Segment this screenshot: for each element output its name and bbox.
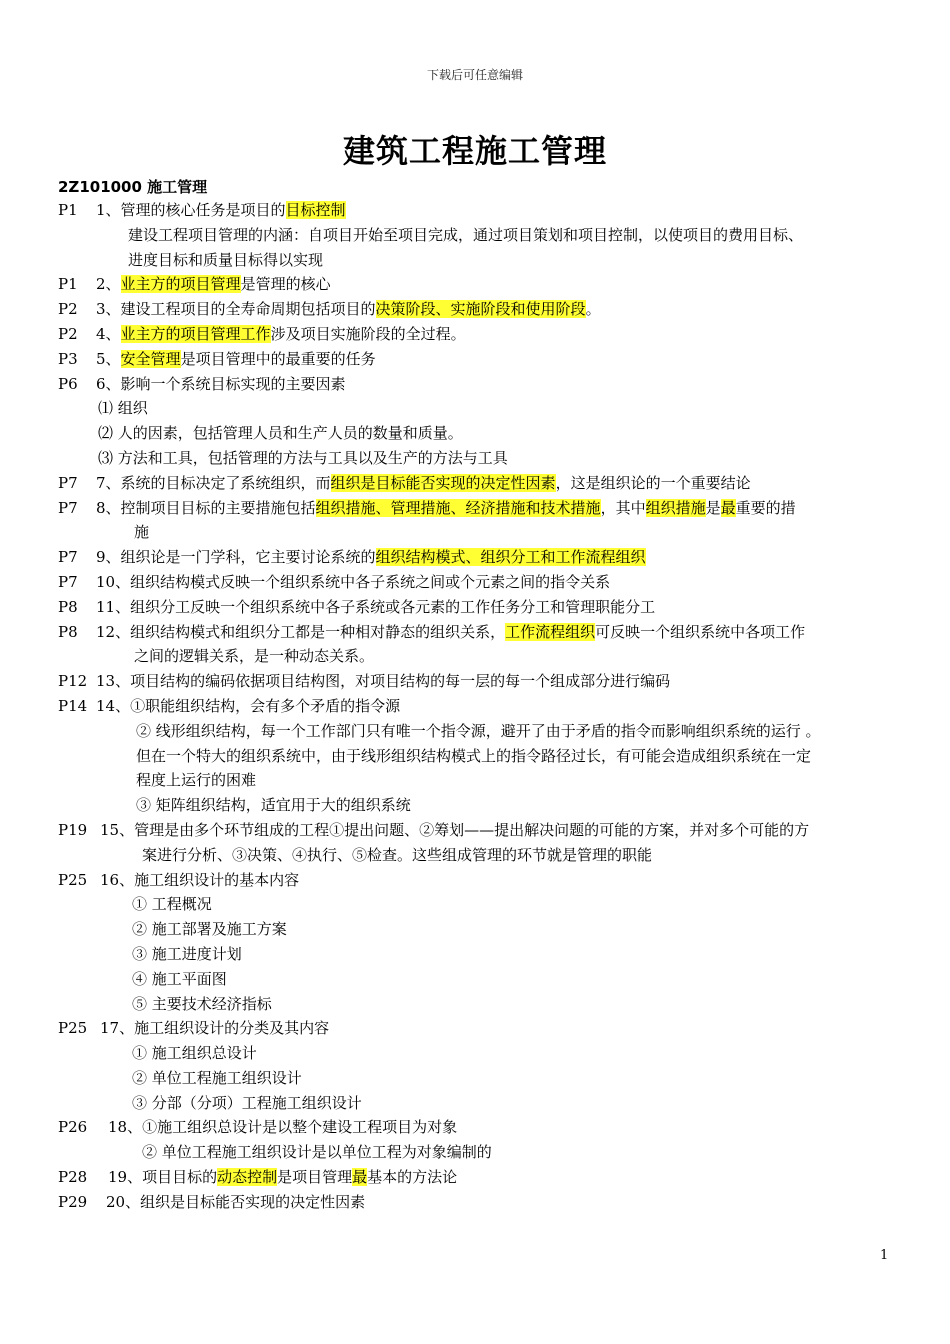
document-line xyxy=(58,1041,898,1066)
highlighted-text: 动态控制 xyxy=(217,1168,278,1187)
text-run: ③ 施工进度计划 xyxy=(132,944,242,963)
text-run: 16、施工组织设计的基本内容 xyxy=(100,870,300,889)
highlighted-text: 最 xyxy=(352,1168,368,1187)
line-text xyxy=(100,818,809,843)
line-text xyxy=(132,967,227,992)
page-reference: P2 xyxy=(58,324,78,343)
text-run: 程度上运行的困难 xyxy=(136,771,257,790)
line-text xyxy=(128,223,803,248)
document-line xyxy=(58,892,898,917)
page-reference: P29 xyxy=(58,1192,88,1211)
document-line xyxy=(58,992,898,1017)
document-line xyxy=(58,570,898,595)
text-run: 基本的方法论 xyxy=(367,1168,458,1187)
line-text xyxy=(106,1190,365,1215)
line-text xyxy=(96,669,670,694)
document-line xyxy=(58,768,898,793)
highlighted-text: 组织措施、管理措施、经济措施和技术措施 xyxy=(315,498,601,517)
text-run: ② 施工部署及施工方案 xyxy=(132,920,287,939)
document-line xyxy=(58,223,898,248)
text-run: ③ 分部（分项）工程施工组织设计 xyxy=(132,1093,362,1112)
line-text xyxy=(96,595,655,620)
text-run: 建设工程项目管理的内涵：自项目开始至项目完成，通过项目策划和项目控制，以使项目的费用目标、 xyxy=(128,225,804,244)
text-run: ① 施工组织总设计 xyxy=(132,1044,257,1063)
line-text xyxy=(134,644,374,669)
text-run: ② 线形组织结构，每一个工作部门只有唯一个指令源，避开了由于矛盾的指令而影响组织系统的运行 。 xyxy=(136,721,821,740)
text-run: 2、 xyxy=(96,275,121,294)
page-reference: P7 xyxy=(58,473,78,492)
text-run: 15、管理是由多个环节组成的工程①提出问题、②筹划——提出解决问题的可能的方案，并对多个可能的方 xyxy=(100,820,810,839)
text-run: 涉及项目实施阶段的全过程。 xyxy=(270,324,466,343)
highlighted-text: 组织结构模式、组织分工和工作流程组织 xyxy=(375,548,646,567)
line-text xyxy=(96,198,346,223)
document-line xyxy=(58,496,898,521)
text-run: 7、系统的目标决定了系统组织，而 xyxy=(96,473,331,492)
document-line xyxy=(58,942,898,967)
highlighted-text: 决策阶段、实施阶段和使用阶段 xyxy=(375,300,586,319)
document-line xyxy=(58,347,898,372)
document-line xyxy=(58,1016,898,1041)
highlighted-text: 工作流程组织 xyxy=(505,622,596,641)
page-reference: P26 xyxy=(58,1118,88,1137)
text-run: ① 工程概况 xyxy=(132,895,212,914)
text-run: 3、建设工程项目的全寿命周期包括项目的 xyxy=(96,300,376,319)
highlighted-text: 业主方的项目管理 xyxy=(120,275,241,294)
document-line xyxy=(58,719,898,744)
page-number: 1 xyxy=(880,1248,889,1263)
text-run: 5、 xyxy=(96,349,121,368)
line-text xyxy=(98,446,508,471)
text-run: ⑴ 组织 xyxy=(98,399,148,418)
document-line xyxy=(58,248,898,273)
text-run: 施 xyxy=(134,523,150,542)
highlighted-text: 最 xyxy=(720,498,736,517)
document-line xyxy=(58,967,898,992)
text-run: 是项目管理 xyxy=(277,1168,353,1187)
page-reference: P28 xyxy=(58,1168,88,1187)
document-line xyxy=(58,297,898,322)
text-run: ⑶ 方法和工具，包括管理的方法与工具以及生产的方法与工具 xyxy=(98,448,508,467)
line-text xyxy=(96,471,751,496)
page-reference: P14 xyxy=(58,696,88,715)
text-run: 1、管理的核心任务是项目的 xyxy=(96,201,286,219)
text-run: 14、①职能组织结构，会有多个矛盾的指令源 xyxy=(96,696,401,715)
document-line xyxy=(58,620,898,645)
text-run: 12、组织结构模式和组织分工都是一种相对静态的组织关系， xyxy=(96,622,506,641)
document-line xyxy=(58,272,898,297)
document-line xyxy=(58,471,898,496)
text-run: 案进行分析、③决策、④执行、⑤检查。这些组成管理的环节就是管理的职能 xyxy=(142,845,653,864)
highlighted-text: 目标控制 xyxy=(285,201,346,219)
document-line xyxy=(58,446,898,471)
text-run: 17、施工组织设计的分类及其内容 xyxy=(100,1019,330,1038)
page-reference: P1 xyxy=(58,201,78,219)
text-run: 。 xyxy=(585,300,601,319)
text-run: 10、组织结构模式反映一个组织系统中各子系统之间或个元素之间的指令关系 xyxy=(96,572,611,591)
document-line xyxy=(58,1140,898,1165)
page-reference: P25 xyxy=(58,1019,88,1038)
line-text xyxy=(136,768,256,793)
page-reference: P8 xyxy=(58,622,78,641)
text-run: 19、项目目标的 xyxy=(108,1168,218,1187)
line-text xyxy=(132,1041,257,1066)
document-line xyxy=(58,1165,898,1190)
text-run: 4、 xyxy=(96,324,121,343)
section-heading: 2Z101000 施工管理 xyxy=(58,178,208,196)
text-run: ② 单位工程施工组织设计是以单位工程为对象编制的 xyxy=(142,1143,492,1162)
line-text xyxy=(108,1115,457,1140)
document-line xyxy=(58,793,898,818)
text-run: ⑤ 主要技术经济指标 xyxy=(132,994,272,1013)
line-text xyxy=(96,322,466,347)
page-reference: P7 xyxy=(58,548,78,567)
highlighted-text: 业主方的项目管理工作 xyxy=(120,324,271,343)
line-text xyxy=(132,942,242,967)
text-run: 20、组织是目标能否实现的决定性因素 xyxy=(106,1192,366,1211)
line-text xyxy=(132,1091,362,1116)
text-run: ③ 矩阵组织结构，适宜用于大的组织系统 xyxy=(136,796,411,815)
page-reference: P19 xyxy=(58,820,88,839)
document-line xyxy=(58,1115,898,1140)
highlighted-text: 安全管理 xyxy=(120,349,181,368)
line-text xyxy=(96,272,331,297)
text-run: ⑵ 人的因素，包括管理人员和生产人员的数量和质量。 xyxy=(98,424,463,443)
text-run: 但在一个特大的组织系统中，由于线形组织结构模式上的指令路径过长，有可能会造成组织系统在一定 xyxy=(136,746,812,765)
text-run: 13、项目结构的编码依据项目结构图，对项目结构的每一层的每一个组成部分进行编码 xyxy=(96,672,671,691)
text-run: 重要的措 xyxy=(735,498,796,517)
text-run: 是管理的核心 xyxy=(240,275,331,294)
document-line xyxy=(58,1190,898,1215)
line-text xyxy=(132,892,212,917)
page-reference: P3 xyxy=(58,349,78,368)
text-run: 是 xyxy=(705,498,721,517)
document-line xyxy=(58,1066,898,1091)
line-text xyxy=(142,1140,492,1165)
line-text xyxy=(96,570,610,595)
document-line xyxy=(58,322,898,347)
text-run: 8、控制项目目标的主要措施包括 xyxy=(96,498,316,517)
text-run: 之间的逻辑关系，是一种动态关系。 xyxy=(134,647,375,666)
line-text xyxy=(136,744,811,769)
highlighted-text: 组织是目标能否实现的决定性因素 xyxy=(330,473,556,492)
text-run: ② 单位工程施工组织设计 xyxy=(132,1068,302,1087)
document-line xyxy=(58,198,898,223)
text-run: ，这是组织论的一个重要结论 xyxy=(555,473,751,492)
line-text xyxy=(136,719,821,744)
page-reference: P12 xyxy=(58,672,88,691)
line-text xyxy=(132,992,272,1017)
line-text xyxy=(96,545,646,570)
line-text xyxy=(136,793,411,818)
document-line xyxy=(58,372,898,397)
line-text xyxy=(132,1066,302,1091)
line-text xyxy=(134,520,149,545)
document-line xyxy=(58,669,898,694)
text-run: 进度目标和质量目标得以实现 xyxy=(128,250,324,269)
document-line xyxy=(58,868,898,893)
line-text xyxy=(128,248,323,273)
document-line xyxy=(58,694,898,719)
page-reference: P7 xyxy=(58,498,78,517)
line-text xyxy=(100,1016,329,1041)
page-reference: P1 xyxy=(58,275,78,294)
page-reference: P8 xyxy=(58,597,78,616)
line-text xyxy=(98,421,463,446)
document-body xyxy=(58,198,898,1215)
line-text xyxy=(142,843,652,868)
header-note: 下载后可任意编辑 xyxy=(426,68,523,82)
document-line xyxy=(58,1091,898,1116)
document-line xyxy=(58,644,898,669)
document-line xyxy=(58,843,898,868)
line-text xyxy=(96,297,601,322)
text-run: 18、①施工组织总设计是以整个建设工程项目为对象 xyxy=(108,1118,458,1137)
line-text xyxy=(96,347,376,372)
page-reference: P25 xyxy=(58,870,88,889)
line-text xyxy=(96,694,400,719)
text-run: 11、组织分工反映一个组织系统中各子系统或各元素的工作任务分工和管理职能分工 xyxy=(96,597,656,616)
document-line xyxy=(58,744,898,769)
document-line xyxy=(58,421,898,446)
line-text xyxy=(96,372,346,397)
text-run: ，其中 xyxy=(600,498,646,517)
line-text xyxy=(96,496,796,521)
page-reference: P6 xyxy=(58,374,78,393)
line-text xyxy=(98,396,148,421)
document-line xyxy=(58,818,898,843)
line-text xyxy=(108,1165,457,1190)
page-reference: P2 xyxy=(58,300,78,319)
document-line xyxy=(58,520,898,545)
line-text xyxy=(96,620,805,645)
highlighted-text: 组织措施 xyxy=(645,498,706,517)
text-run: 6、影响一个系统目标实现的主要因素 xyxy=(96,374,346,393)
text-run: ④ 施工平面图 xyxy=(132,969,227,988)
text-run: 9、组织论是一门学科，它主要讨论系统的 xyxy=(96,548,376,567)
document-line xyxy=(58,545,898,570)
document-line xyxy=(58,595,898,620)
page-reference: P7 xyxy=(58,572,78,591)
text-run: 可反映一个组织系统中各项工作 xyxy=(595,622,806,641)
line-text xyxy=(132,917,287,942)
document-line xyxy=(58,396,898,421)
line-text xyxy=(100,868,299,893)
text-run: 是项目管理中的最重要的任务 xyxy=(180,349,376,368)
document-line xyxy=(58,917,898,942)
document-title: 建筑工程施工管理 xyxy=(342,132,607,170)
